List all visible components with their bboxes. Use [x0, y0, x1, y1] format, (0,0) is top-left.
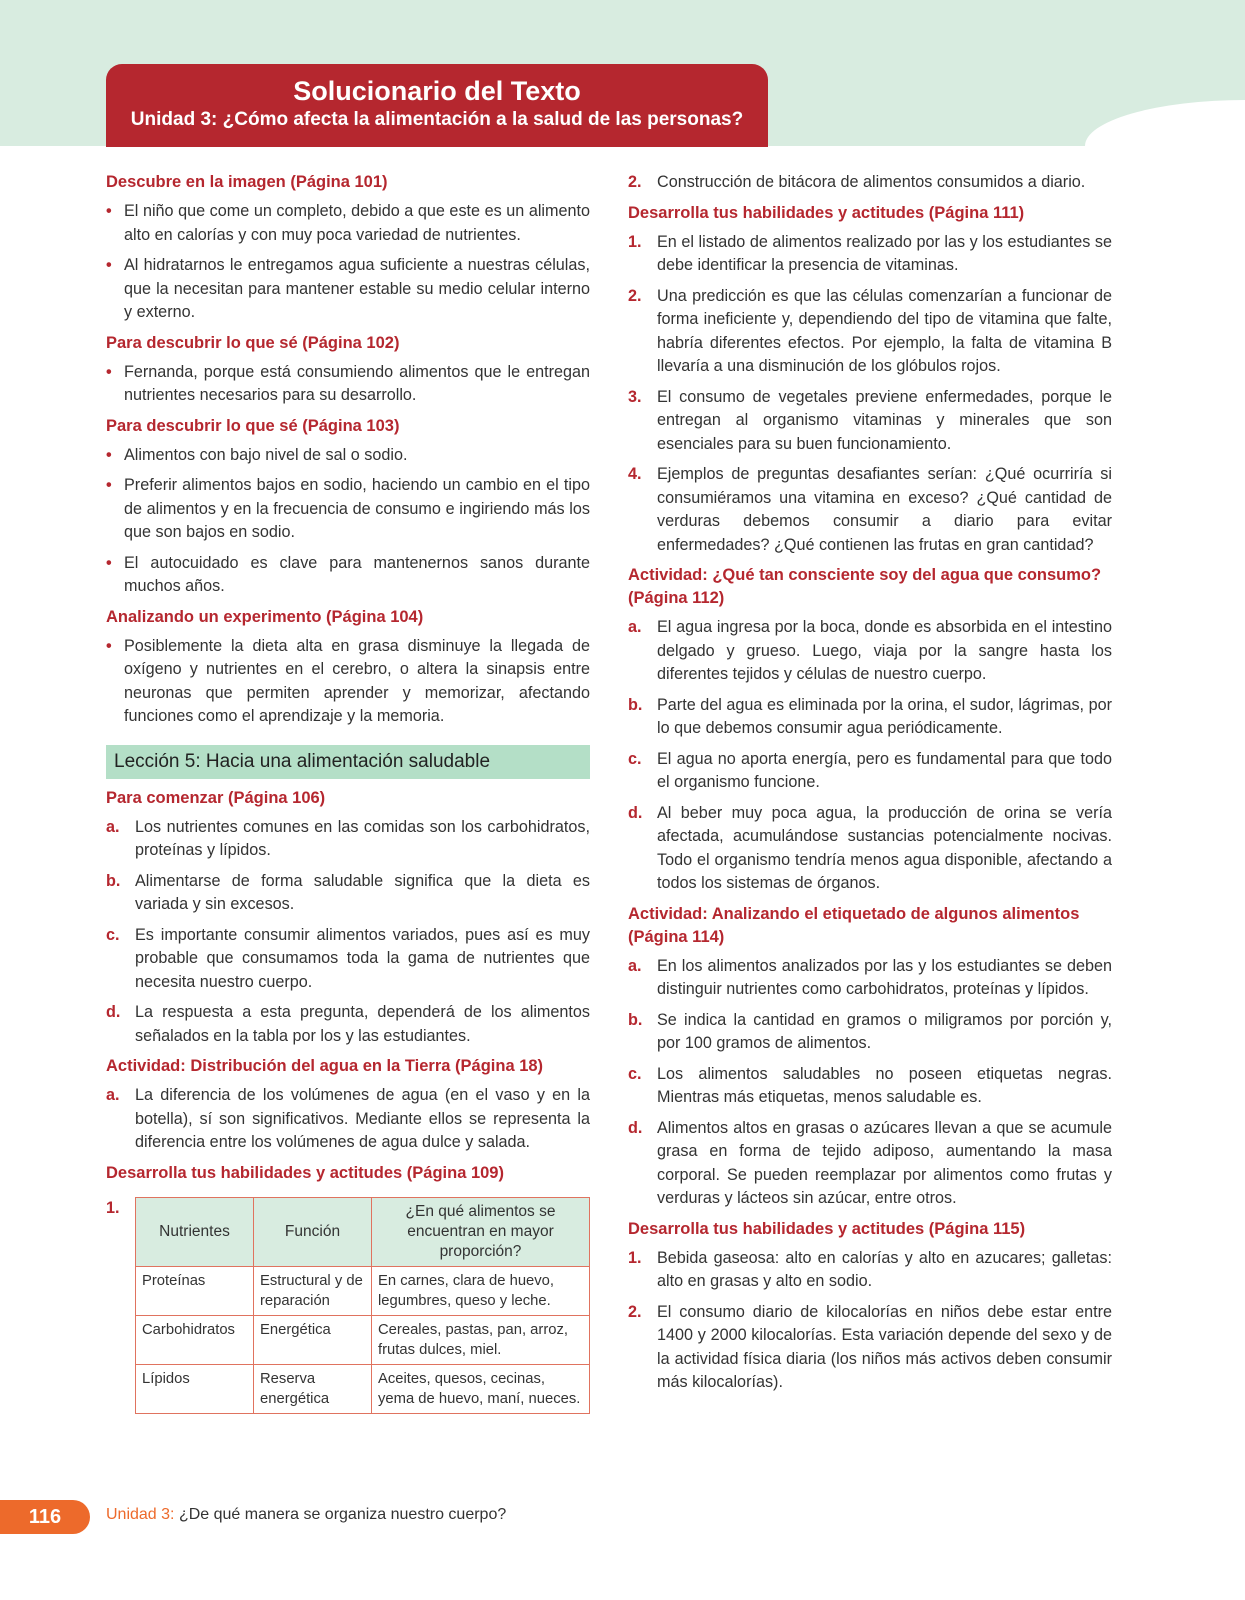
section-heading: Actividad: ¿Qué tan consciente soy del agua que consumo? (Página 112)	[628, 566, 1102, 607]
list-item	[628, 285, 1112, 379]
table-cell: Cereales, pastas, pan, arroz, frutas dulces, miel.	[372, 1315, 590, 1364]
item-text: Al hidratarnos le entregamos agua suficiente a nuestras células, que la necesitan para mantener estable su medio celular interno y externo.	[124, 256, 590, 321]
right-column	[628, 171, 1112, 1402]
item-text: Se indica la cantidad en gramos o miligramos por porción y, por 100 gramos de alimentos.	[657, 1010, 1112, 1052]
table-row	[136, 1266, 590, 1315]
item-text: Alimentarse de forma saludable significa que la dieta es variada y sin excesos.	[135, 871, 590, 913]
page-number: 116	[0, 1500, 90, 1534]
item-marker: c.	[106, 925, 120, 944]
list-item	[628, 1247, 1112, 1294]
section-etiquetado	[628, 903, 1112, 1211]
bullet-icon: •	[106, 202, 112, 220]
section-para-descubrir-102	[106, 332, 590, 408]
list-item	[628, 1009, 1112, 1056]
section-heading: Analizando un experimento (Página 104)	[106, 607, 424, 626]
item-text: El consumo de vegetales previene enfermedades, porque le entregan al organismo vitaminas y minerales que son esenciales para su buen funcionamiento.	[657, 387, 1112, 453]
section-heading: Para comenzar (Página 106)	[106, 788, 326, 807]
table-cell: Energética	[254, 1315, 372, 1364]
page-title: Solucionario del Texto	[293, 76, 581, 106]
item-text: Los alimentos saludables no poseen etiquetas negras. Mientras más etiquetas, menos saludable es.	[657, 1064, 1112, 1106]
list-item	[106, 870, 590, 917]
item-marker: d.	[628, 803, 643, 822]
list-item	[628, 748, 1112, 795]
table-row	[136, 1364, 590, 1413]
item-marker: 1.	[628, 232, 642, 251]
item-marker: a.	[106, 817, 120, 836]
table-cell: Proteínas	[136, 1266, 254, 1315]
item-text: Al beber muy poca agua, la producción de orina se vería afectada, acumulándose sustancias potencialmente nocivas. Todo el organismo tendría menos agua disponible, afectando a todos los sistemas de órganos.	[657, 803, 1112, 892]
table-cell: Lípidos	[136, 1364, 254, 1413]
item-text: El agua ingresa por la boca, donde es absorbida en el intestino delgado y grueso. Luego, viaja por la sangre hasta los diferentes tejidos y células de nuestro cuerpo.	[657, 618, 1112, 683]
left-column	[106, 171, 590, 1420]
item-text: El consumo diario de kilocalorías en niños debe estar entre 1400 y 2000 kilocalorías. Esta variación depende del sexo y de la actividad física diaria (los niños más activos deben consumir más kilocalorías).	[657, 1302, 1112, 1391]
item-text: Preferir alimentos bajos en sodio, haciendo un cambio en el tipo de alimentos y en la frecuencia de consumo e ingiriendo más los que son bajos en sodio.	[124, 476, 590, 541]
table-cell: Aceites, quesos, cecinas, yema de huevo, maní, nueces.	[372, 1364, 590, 1413]
list-item	[106, 635, 590, 729]
list-item	[628, 386, 1112, 457]
list-item	[628, 694, 1112, 741]
title-banner	[106, 64, 768, 147]
table-header: ¿En qué alimentos se encuentran en mayor proporción?	[372, 1197, 590, 1266]
section-heading: Actividad: Analizando el etiquetado de algunos alimentos (Página 114)	[628, 904, 1080, 946]
table-cell: Estructural y de reparación	[254, 1266, 372, 1315]
section-habilidades-115	[628, 1218, 1112, 1395]
item-text: Es importante consumir alimentos variados, pues así es muy probable que consumamos toda la gama de nutrientes que necesita nuestro cuerpo.	[135, 925, 590, 991]
item-marker: 1.	[106, 1198, 120, 1217]
item-marker: a.	[628, 618, 642, 636]
section-habilidades-111	[628, 202, 1112, 558]
section-heading: Desarrolla tus habilidades y actitudes (Página 115)	[628, 1219, 1026, 1238]
item-text: Alimentos altos en grasas o azúcares llevan a que se acumule grasa en forma de tejido adiposo, aumentando la masa corporal. Se pueden reemplazar por alimentos como frutas y verduras y lácteos sin azúcar, entre otros.	[657, 1118, 1112, 1207]
item-text: Construcción de bitácora de alimentos consumidos a diario.	[657, 173, 1086, 191]
table-item	[106, 1197, 590, 1414]
section-heading: Para descubrir lo que sé (Página 102)	[106, 333, 400, 352]
item-marker: b.	[106, 871, 121, 890]
item-marker: 2.	[628, 286, 642, 305]
section-heading: Descubre en la imagen (Página 101)	[106, 173, 388, 191]
list-item	[106, 254, 590, 325]
list-item	[628, 1063, 1112, 1110]
section-analizando	[106, 606, 590, 729]
list-item	[628, 955, 1112, 1002]
section-descubre	[106, 171, 590, 325]
bullet-icon: •	[106, 476, 112, 494]
bullet-icon: •	[106, 445, 112, 464]
item-marker: c.	[628, 1064, 642, 1083]
section-para-descubrir-103	[106, 415, 590, 599]
section-agua-consumo	[628, 564, 1112, 896]
section-distribucion-agua	[106, 1055, 590, 1155]
list-item	[106, 1084, 590, 1155]
item-text: Fernanda, porque está consumiendo alimentos que le entregan nutrientes necesarios para su desarrollo.	[124, 362, 590, 404]
table-cell: Carbohidratos	[136, 1315, 254, 1364]
item-text: El autocuidado es clave para mantenernos sanos durante muchos años.	[124, 553, 590, 595]
list-item	[628, 1301, 1112, 1395]
bullet-icon: •	[106, 256, 112, 274]
table-cell: En carnes, clara de huevo, legumbres, queso y leche.	[372, 1266, 590, 1315]
item-marker: d.	[628, 1118, 643, 1137]
list-item	[106, 200, 590, 247]
item-marker: b.	[628, 695, 643, 714]
item-marker: 1.	[628, 1248, 642, 1267]
section-habilidades-109	[106, 1162, 590, 1414]
list-item	[106, 552, 590, 599]
list-item	[628, 1117, 1112, 1211]
list-item	[106, 924, 590, 995]
item-text: En el listado de alimentos realizado por las y los estudiantes se debe identificar la presencia de vitaminas.	[657, 232, 1112, 274]
footer-unit-label: Unidad 3:	[106, 1506, 175, 1523]
bullet-icon: •	[106, 553, 112, 572]
page-subtitle: Unidad 3: ¿Cómo afecta la alimentación a la salud de las personas?	[130, 109, 744, 130]
item-text: Alimentos con bajo nivel de sal o sodio.	[124, 445, 408, 464]
item-marker: 2.	[628, 173, 642, 191]
list-item	[628, 171, 1112, 195]
list-item	[106, 444, 590, 468]
lesson-title: Lección 5: Hacia una alimentación saludable	[106, 745, 590, 779]
table-header: Función	[254, 1197, 372, 1266]
footer-unit-text: ¿De qué manera se organiza nuestro cuerpo?	[174, 1506, 507, 1523]
item-text: El niño que come un completo, debido a que este es un alimento alto en calorías y con muy poca variedad de nutrientes.	[124, 202, 590, 244]
section-heading: Para descubrir lo que sé (Página 103)	[106, 416, 400, 435]
section-para-comenzar	[106, 787, 590, 1049]
item-marker: d.	[106, 1003, 121, 1021]
table-header-row	[136, 1197, 590, 1266]
table-row	[136, 1315, 590, 1364]
item-marker: a.	[106, 1086, 120, 1104]
section-heading: Desarrolla tus habilidades y actitudes (Página 109)	[106, 1163, 504, 1182]
table-cell: Reserva energética	[254, 1364, 372, 1413]
section-heading: Actividad: Distribución del agua en la Tierra (Página 18)	[106, 1057, 544, 1075]
list-item	[106, 361, 590, 408]
item-text: El agua no aporta energía, pero es fundamental para que todo el organismo funcione.	[657, 749, 1112, 791]
item-text: La respuesta a esta pregunta, dependerá de los alimentos señalados en la tabla por los y las estudiantes.	[135, 1003, 590, 1045]
list-item	[628, 616, 1112, 687]
item-text: Posiblemente la dieta alta en grasa disminuye la llegada de oxígeno y nutrientes en el cerebro, o altera la sinapsis entre neuronas que permiten aprender y memorizar, afectando funciones como el aprendizaje y la memoria.	[124, 636, 590, 725]
item-text: Parte del agua es eliminada por la orina, el sudor, lágrimas, por lo que debemos consumir agua periódicamente.	[657, 695, 1112, 737]
list-item	[628, 231, 1112, 278]
item-text: La diferencia de los volúmenes de agua (en el vaso y en la botella), sí son significativos. Mediante ellos se representa la diferencia entre los volúmenes de agua dulce y salada.	[135, 1086, 590, 1151]
item-text: En los alimentos analizados por las y los estudiantes se deben distinguir nutrientes como carbohidratos, proteínas y lípidos.	[657, 956, 1112, 998]
item-marker: c.	[628, 749, 642, 768]
list-item	[106, 816, 590, 863]
item-marker: b.	[628, 1010, 643, 1029]
item-text: Los nutrientes comunes en las comidas son los carbohidratos, proteínas y lípidos.	[135, 817, 590, 859]
item-marker: 3.	[628, 387, 642, 406]
bullet-icon: •	[106, 636, 112, 655]
list-item	[106, 474, 590, 545]
section-heading: Desarrolla tus habilidades y actitudes (Página 111)	[628, 203, 1025, 222]
section-continuation	[628, 171, 1112, 195]
bullet-icon: •	[106, 362, 112, 381]
table-header: Nutrientes	[136, 1197, 254, 1266]
list-item	[628, 463, 1112, 557]
item-marker: a.	[628, 956, 642, 975]
list-item	[628, 802, 1112, 896]
item-text: Una predicción es que las células comenzarían a funcionar de forma ineficiente y, dependiendo del tipo de vitamina que falte, habría diferentes efectos. Por ejemplo, la falta de vitamina B llevaría a una disminución de los glóbulos rojos.	[657, 286, 1112, 375]
nutrients-table	[135, 1197, 590, 1414]
item-text: Bebida gaseosa: alto en calorías y alto en azucares; galletas: alto en grasas y alto en sodio.	[657, 1248, 1112, 1290]
footer-unit-title	[106, 1506, 506, 1524]
item-text: Ejemplos de preguntas desafiantes serían: ¿Qué ocurriría si consumiéramos una vitamina en exceso? ¿Qué cantidad de verduras debemos consumir a diario para evitar enfermedades? ¿Qué contienen las frutas en gran cantidad?	[657, 465, 1112, 554]
item-marker: 4.	[628, 465, 642, 483]
list-item	[106, 1001, 590, 1048]
item-marker: 2.	[628, 1302, 642, 1321]
